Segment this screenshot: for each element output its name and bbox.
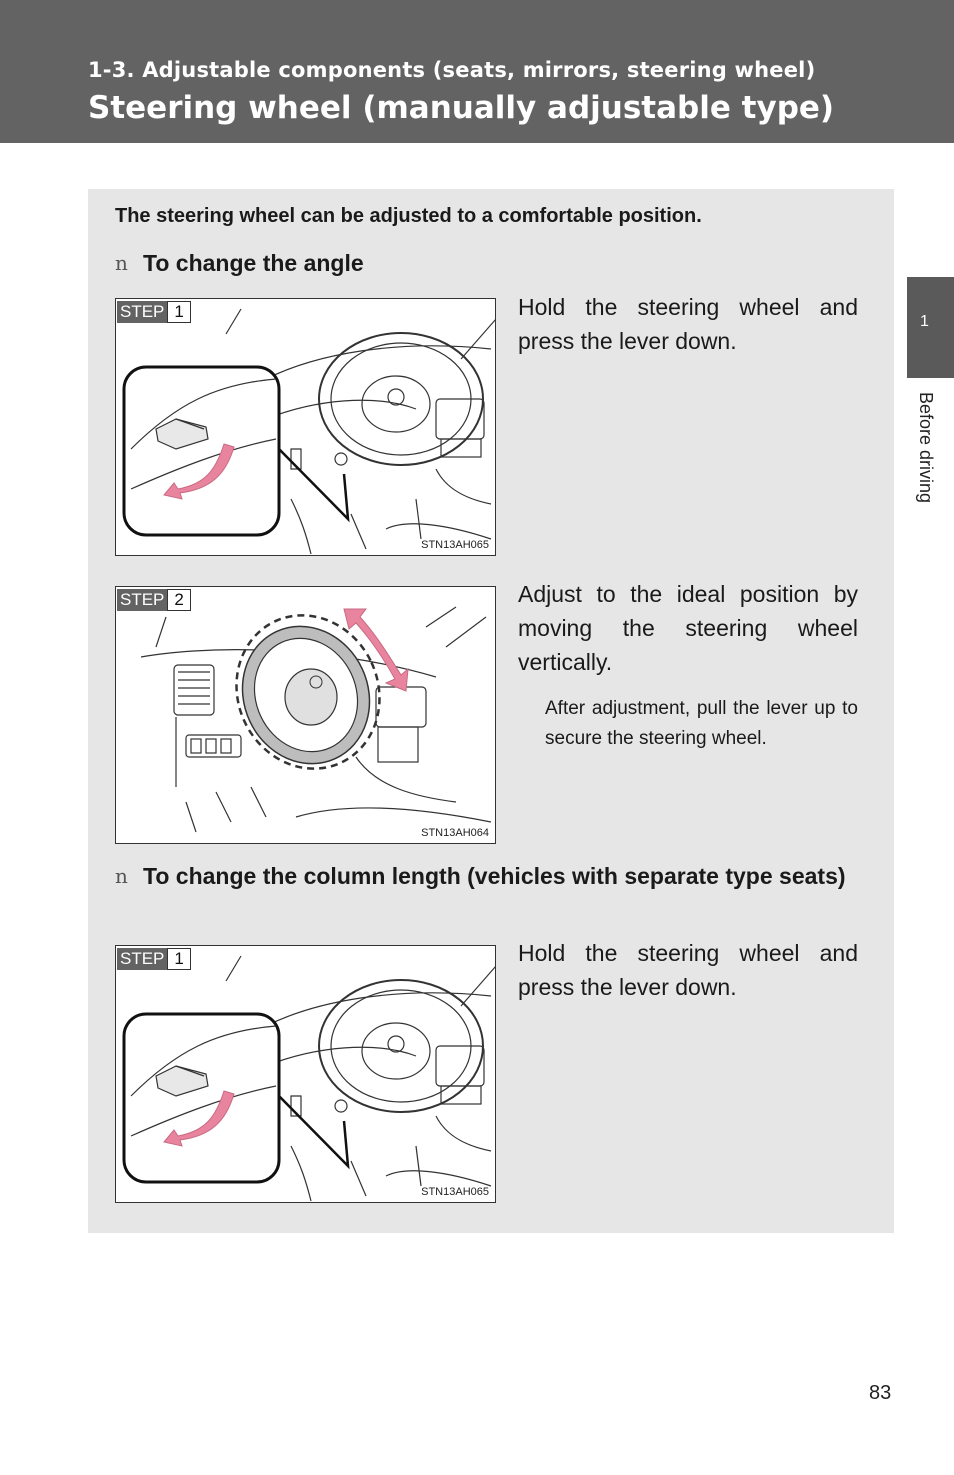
chapter-tab-number: 1 bbox=[920, 313, 929, 330]
step-1-column-text: Hold the steering wheel and press the lever down. bbox=[518, 940, 858, 1000]
steering-wheel-illustration bbox=[116, 587, 496, 844]
intro-text: The steering wheel can be adjusted to a comfortable position. bbox=[115, 205, 702, 227]
step-badge: STEP 2 bbox=[117, 589, 191, 611]
chapter-tab[interactable] bbox=[907, 277, 954, 378]
figure-step-2-angle bbox=[115, 586, 496, 844]
zoom-callout bbox=[124, 1014, 279, 1182]
step-1-text: Hold the steering wheel and press the lever down. bbox=[518, 294, 858, 354]
figure-caption: STN13AH064 bbox=[421, 827, 489, 839]
figure-step-1-column-length bbox=[115, 945, 496, 1203]
step-2-note: After adjustment, pull the lever up to secure the steering wheel. bbox=[545, 698, 858, 749]
page-title: Steering wheel (manually adjustable type) bbox=[88, 90, 835, 126]
bullet-icon: n bbox=[115, 864, 128, 888]
bullet-icon: n bbox=[115, 251, 128, 275]
lever-illustration bbox=[116, 946, 496, 1203]
chapter-tab-label: Before driving bbox=[916, 392, 936, 504]
figure-step-1-angle bbox=[115, 298, 496, 556]
zoom-callout bbox=[124, 367, 279, 535]
lever-illustration bbox=[116, 299, 496, 556]
figure-caption: STN13AH065 bbox=[421, 539, 489, 551]
step-2-text: Adjust to the ideal position by moving the steering wheel vertically. bbox=[518, 581, 858, 675]
step-badge: STEP 1 bbox=[117, 301, 191, 323]
figure-caption: STN13AH065 bbox=[421, 1186, 489, 1198]
step-badge: STEP 1 bbox=[117, 948, 191, 970]
section-title: 1-3. Adjustable components (seats, mirrors, steering wheel) bbox=[88, 58, 816, 82]
page-number: 83 bbox=[869, 1382, 892, 1404]
chapter-header bbox=[0, 0, 954, 143]
